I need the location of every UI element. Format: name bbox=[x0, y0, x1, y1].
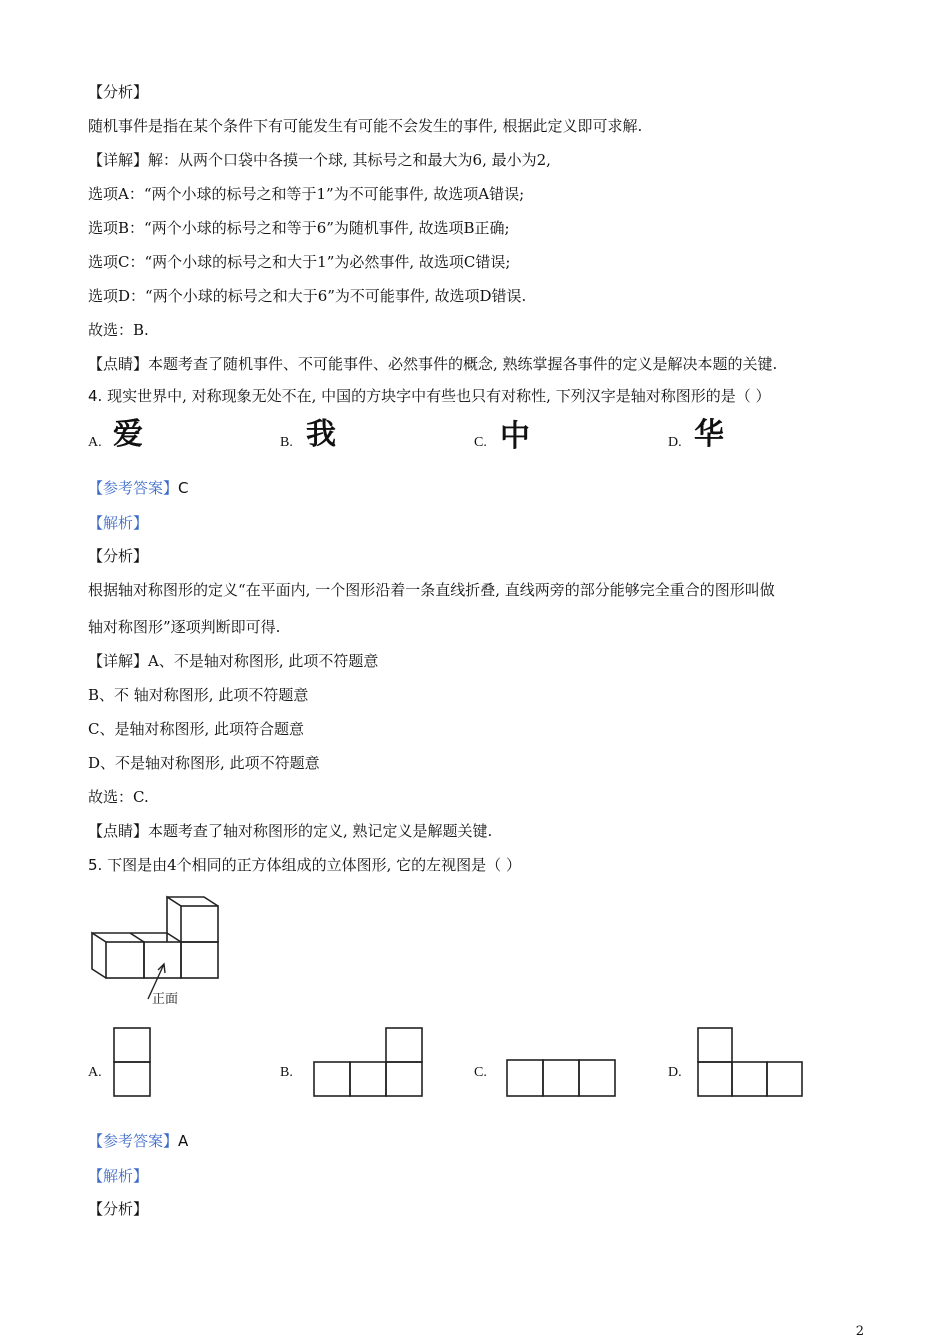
q5-option-c bbox=[474, 1063, 487, 1083]
question-text: 下图是由4个相同的正方体组成的立体图形, 它的左视图是（ ） bbox=[107, 856, 521, 874]
answer-label: 【参考答案】 bbox=[88, 1132, 179, 1150]
option-label: B. bbox=[280, 1065, 293, 1080]
option-label: D. bbox=[668, 1065, 682, 1080]
option-label: A. bbox=[88, 1065, 102, 1080]
q5-analysis-heading: 【分析】 bbox=[88, 1200, 149, 1218]
q4-detail-b: B、不 轴对称图形, 此项不符题意 bbox=[88, 686, 309, 704]
question-text: 现实世界中, 对称现象无处不在, 中国的方块字中有些也只有对称性, 下列汉字是轴对称图形的是（ ） bbox=[107, 387, 771, 405]
q5-option-a-figure bbox=[112, 1026, 154, 1098]
choose-answer: 故选：B. bbox=[88, 321, 149, 339]
front-label: 正面 bbox=[152, 992, 179, 1007]
q5-option-b bbox=[280, 1063, 293, 1083]
question-number: 5. bbox=[88, 856, 103, 874]
detail-option-d: 选项D：“两个小球的标号之和大于6”为不可能事件, 故选项D错误. bbox=[88, 287, 527, 305]
detail-option-b: 选项B：“两个小球的标号之和等于6”为随机事件, 故选项B正确; bbox=[88, 219, 510, 237]
answer-value: C bbox=[178, 479, 189, 497]
q5-option-d-figure bbox=[696, 1026, 810, 1098]
answer-value: A bbox=[178, 1132, 189, 1150]
q4-choose: 故选：C. bbox=[88, 788, 149, 806]
solid-figure bbox=[88, 896, 228, 1008]
option-label: C. bbox=[474, 435, 487, 450]
q4-detail-c: C、是轴对称图形, 此项符合题意 bbox=[88, 720, 305, 738]
q4-detail-d: D、不是轴对称图形, 此项不符题意 bbox=[88, 754, 320, 772]
q4-option-c bbox=[474, 433, 487, 453]
option-label: A. bbox=[88, 435, 102, 450]
q4-option-a bbox=[88, 433, 102, 453]
option-label: C. bbox=[474, 1065, 487, 1080]
q4-option-b-glyph: 我 bbox=[306, 417, 336, 452]
q5-analysis-label: 【解析】 bbox=[88, 1167, 149, 1185]
q4-analysis-line-2: 轴对称图形”逐项判断即可得. bbox=[88, 618, 281, 636]
q5-option-a bbox=[88, 1063, 102, 1083]
q4-option-a-glyph: 爱 bbox=[113, 417, 143, 452]
option-label: D. bbox=[668, 435, 682, 450]
q4-option-c-glyph: 中 bbox=[500, 419, 530, 454]
comment: 【点睛】本题考查了随机事件、不可能事件、必然事件的概念, 熟练掌握各事件的定义是解决本题的关键. bbox=[88, 355, 778, 373]
detail-line: 【详解】解：从两个口袋中各摸一个球, 其标号之和最大为6, 最小为2, bbox=[88, 151, 551, 169]
q4-option-d bbox=[668, 433, 682, 453]
analysis-heading: 【分析】 bbox=[88, 83, 149, 101]
detail-option-a: 选项A：“两个小球的标号之和等于1”为不可能事件, 故选项A错误; bbox=[88, 185, 525, 203]
analysis-text: 随机事件是指在某个条件下有可能发生有可能不会发生的事件, 根据此定义即可求解. bbox=[88, 117, 643, 135]
detail-option-c: 选项C：“两个小球的标号之和大于1”为必然事件, 故选项C错误; bbox=[88, 253, 511, 271]
q4-option-d-glyph: 华 bbox=[694, 417, 724, 452]
q4-detail-a: 【详解】A、不是轴对称图形, 此项不符题意 bbox=[88, 652, 379, 670]
q5-option-d bbox=[668, 1063, 682, 1083]
question-4-stem bbox=[88, 386, 770, 406]
q4-comment: 【点睛】本题考查了轴对称图形的定义, 熟记定义是解题关键. bbox=[88, 822, 493, 840]
question-number: 4. bbox=[88, 387, 103, 405]
q4-analysis-label: 【解析】 bbox=[88, 514, 149, 532]
q5-option-b-figure bbox=[312, 1026, 426, 1098]
q5-answer bbox=[88, 1131, 188, 1151]
q4-analysis-heading: 【分析】 bbox=[88, 547, 149, 565]
answer-label: 【参考答案】 bbox=[88, 479, 179, 497]
q4-option-b bbox=[280, 433, 293, 453]
q4-answer bbox=[88, 478, 189, 498]
q4-analysis-line-1: 根据轴对称图形的定义“在平面内, 一个图形沿着一条直线折叠, 直线两旁的部分能够完全重合的图形叫做 bbox=[88, 581, 775, 599]
question-5-stem bbox=[88, 855, 521, 875]
q5-option-c-figure bbox=[505, 1058, 619, 1100]
option-label: B. bbox=[280, 435, 293, 450]
page-number: 2 bbox=[855, 1324, 864, 1339]
